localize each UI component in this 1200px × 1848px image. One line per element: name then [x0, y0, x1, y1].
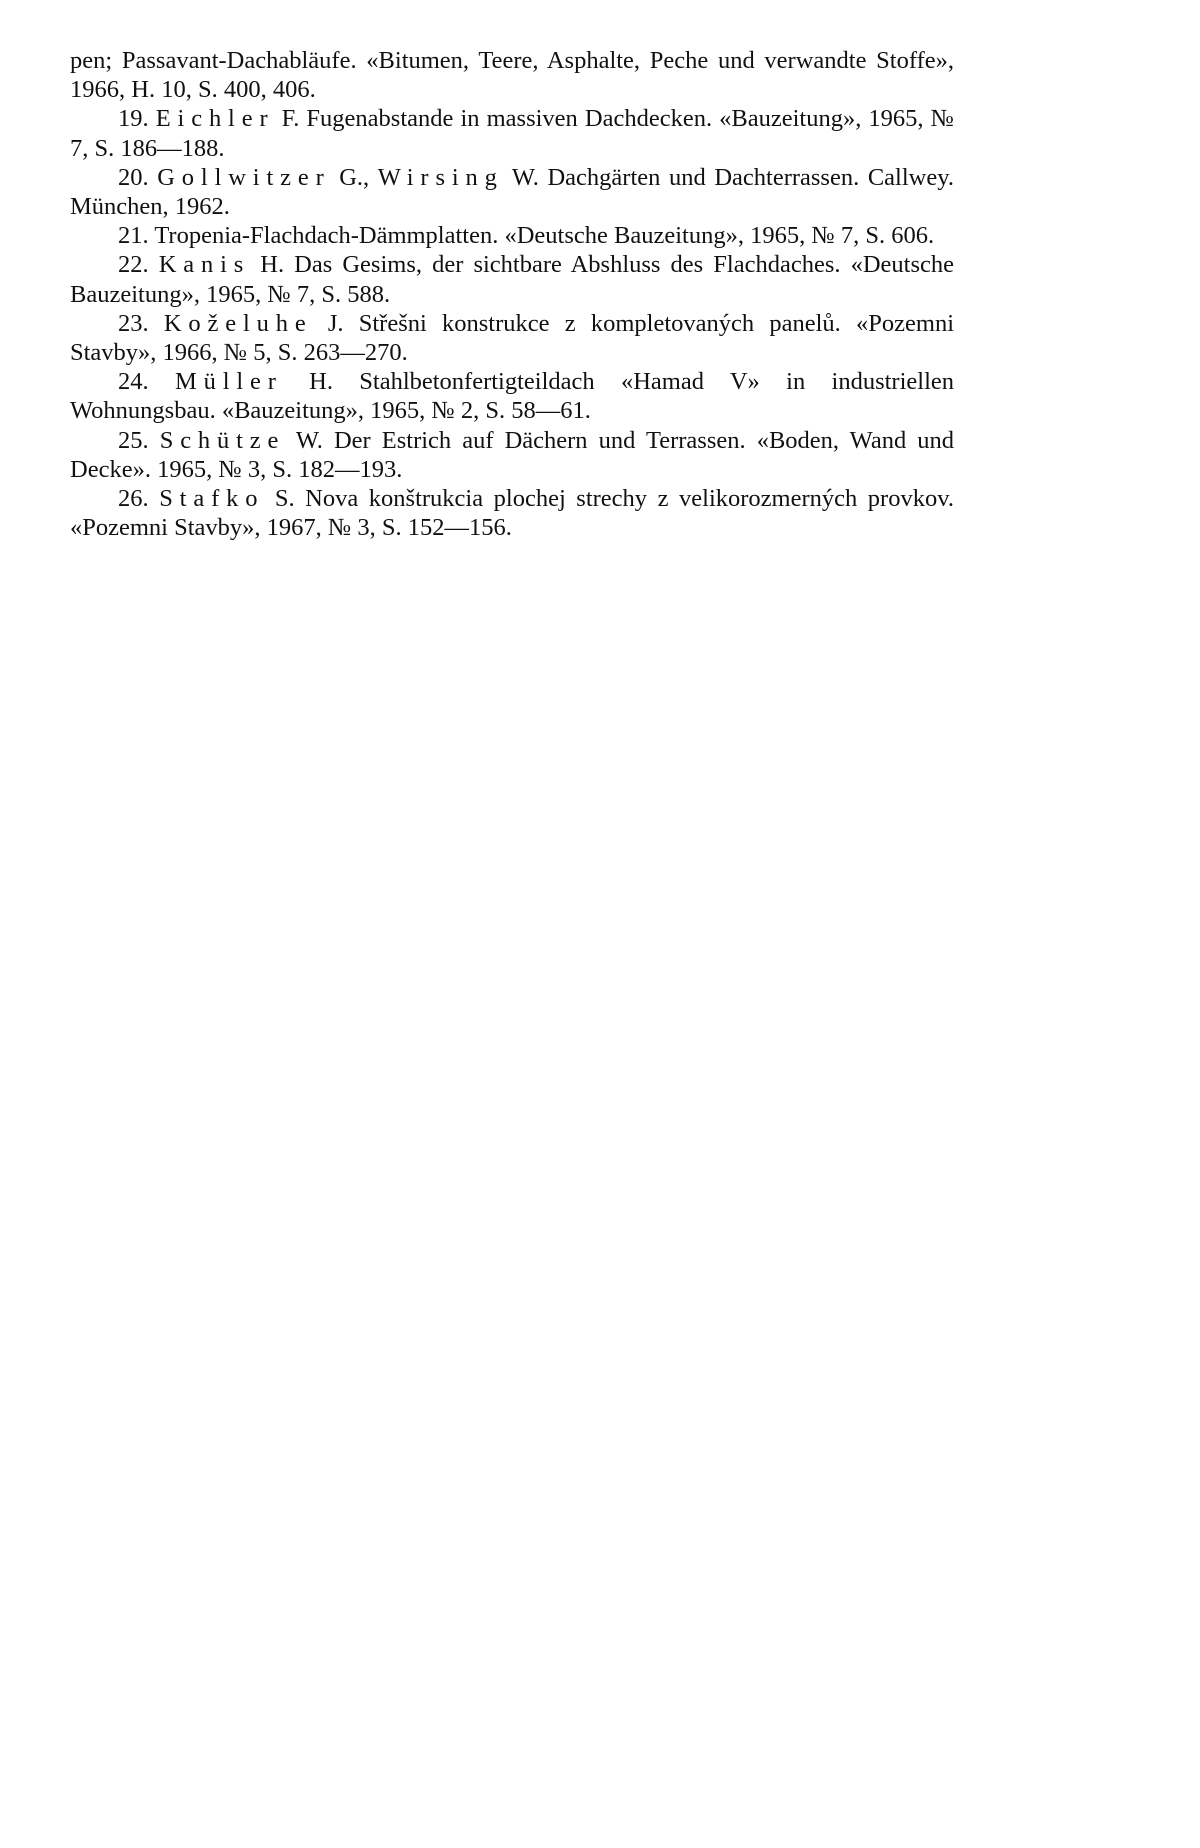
reference-entry-26 — [70, 484, 954, 542]
reference-number: 19. — [118, 105, 149, 133]
reference-author: Eichler — [155, 105, 275, 133]
reference-entry-18-continuation — [70, 46, 954, 104]
reference-list — [70, 46, 954, 542]
reference-entry-22 — [70, 250, 954, 308]
reference-entry-21 — [70, 221, 954, 250]
reference-text: J. Střešni konstrukce z kompletovaných panelů. «Pozemni Stavby», 1966, № 5, S. 263—270. — [70, 309, 954, 367]
reference-number: 26. — [118, 485, 149, 513]
reference-number: 23. — [118, 309, 149, 337]
reference-number: 20. — [118, 163, 149, 191]
reference-entry-24 — [70, 367, 954, 425]
reference-text: pen; Passavant-Dachabläufe. «Bitumen, Teere, Asphalte, Peche und verwandte Stoffe», 1966, H. 10, S. 400, 406. — [70, 47, 954, 104]
reference-number: 25. — [118, 426, 149, 454]
reference-text: H. Stahlbetonfertigteildach «Hamad V» in industriellen Wohnungsbau. «Bauzeitung», 1965, № 2, S. 58—61. — [70, 368, 954, 425]
reference-number: 22. — [118, 251, 149, 279]
reference-author: Stafko — [159, 485, 265, 513]
reference-author: Schütze — [159, 426, 286, 454]
reference-text: S. Nova konštrukcia plochej strechy z velikorozmerných provkov. «Pozemni Stavby», 1967, № 3, S. 152—156. — [70, 485, 955, 542]
reference-text: H. Das Gesims, der sichtbare Abshluss des Flachdaches. «Deutsche Bauzeitung», 1965, № 7, S. 588. — [70, 251, 954, 308]
reference-author: Müller — [174, 368, 283, 396]
reference-author: Kanis — [158, 251, 251, 279]
reference-text: G., — [330, 163, 378, 191]
reference-author: Koželuhe — [163, 309, 313, 337]
reference-entry-23 — [70, 309, 954, 367]
reference-entry-25 — [70, 426, 954, 484]
reference-author: Gollwitzer — [157, 163, 331, 191]
reference-number: 24. — [118, 368, 149, 396]
reference-text: W. Der Estrich auf Dächern und Terrassen. «Boden, Wand und Decke». 1965, № 3, S. 182—193. — [70, 426, 955, 483]
reference-entry-20 — [70, 163, 954, 221]
reference-number: 21. — [118, 222, 149, 250]
reference-text: Tropenia-Flachdach-Dämmplatten. «Deutsche Bauzeitung», 1965, № 7, S. 606. — [154, 222, 935, 250]
reference-text: W. Dachgärten und Dachterrassen. Callwey. München, 1962. — [70, 163, 954, 221]
reference-entry-19 — [70, 104, 954, 162]
reference-text: F. Fugenabstande in massiven Dachdecken. «Bauzeitung», 1965, № 7, S. 186—188. — [70, 105, 955, 162]
reference-author-second: Wirsing — [377, 163, 504, 191]
